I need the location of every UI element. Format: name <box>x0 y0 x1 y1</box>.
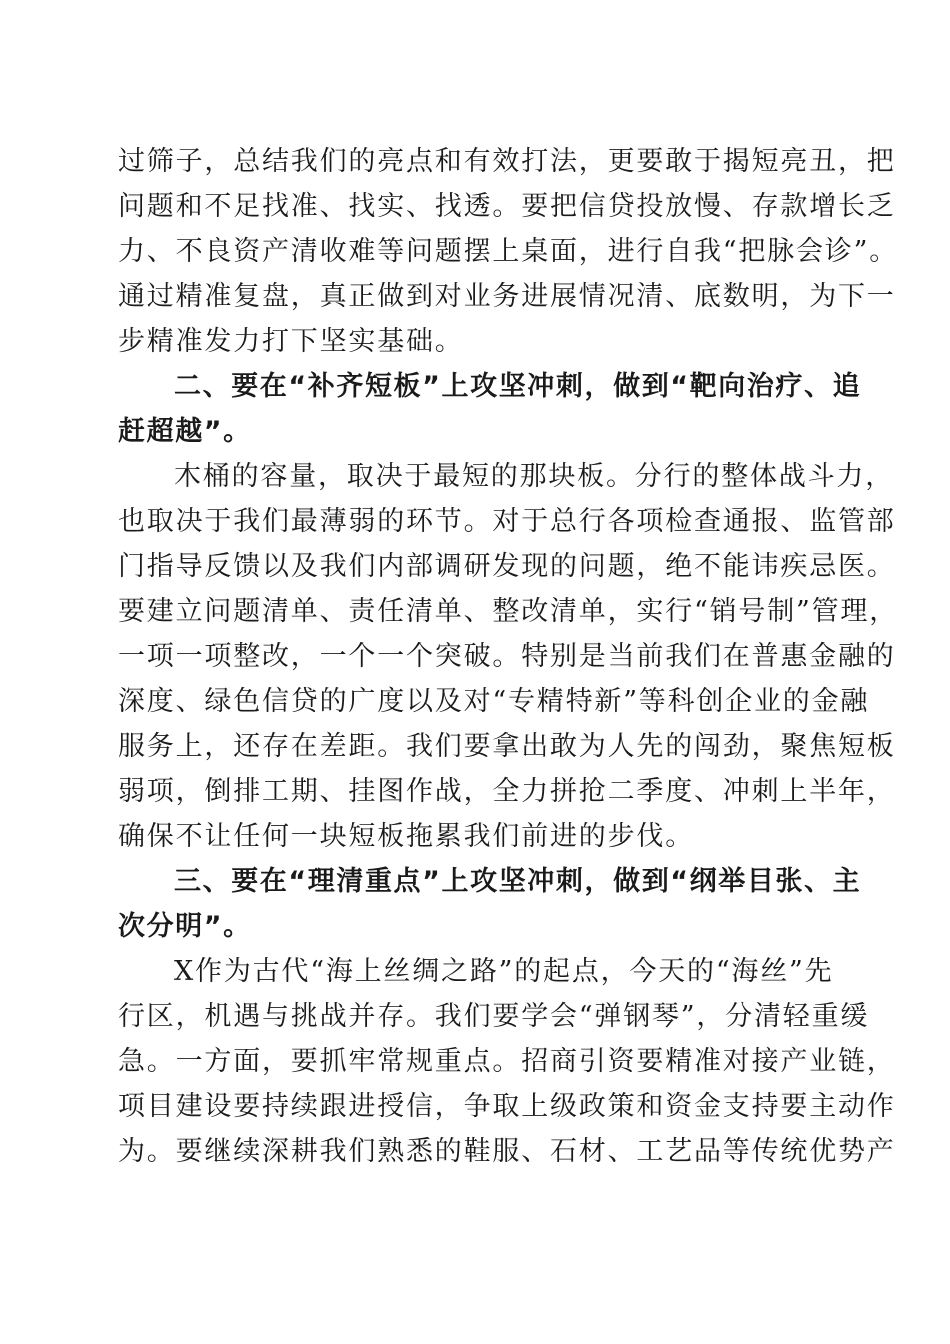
text-line: 力、不良资产清收难等问题摆上桌面，进行自我“把脉会诊”。 <box>118 236 899 267</box>
text-line: 也取决于我们最薄弱的环节。对于总行各项检查通报、监管部 <box>118 506 896 537</box>
heading-line: 赶超越”。 <box>118 416 252 447</box>
text-line: 为。要继续深耕我们熟悉的鞋服、石材、工艺品等传统优势产 <box>118 1136 896 1167</box>
heading-line: 次分明”。 <box>118 911 252 942</box>
text-line: 深度、绿色信贷的广度以及对“专精特新”等科创企业的金融 <box>118 686 870 717</box>
text-line: 一项一项整改，一个一个突破。特别是当前我们在普惠金融的 <box>118 641 896 672</box>
text-line: 通过精准复盘，真正做到对业务进展情况清、底数明，为下一 <box>118 281 896 312</box>
heading-line: 三、要在“理清重点”上攻坚冲刺，做到“纲举目张、主 <box>174 866 862 897</box>
text-line: 项目建设要持续跟进授信，争取上级政策和资金支持要主动作 <box>118 1091 896 1122</box>
text-line: 过筛子，总结我们的亮点和有效打法，更要敢于揭短亮丑，把 <box>118 146 896 177</box>
text-line: 木桶的容量，取决于最短的那块板。分行的整体战斗力， <box>174 461 894 492</box>
section-heading-3 <box>118 859 862 949</box>
section-heading-2 <box>118 364 862 454</box>
text-line: 确保不让任何一块短板拖累我们前进的步伐。 <box>118 821 694 852</box>
paragraph-key-priorities <box>118 949 896 1174</box>
text-line: 弱项，倒排工期、挂图作战，全力拼抢二季度、冲刺上半年， <box>118 776 896 807</box>
text-line: 要建立问题清单、责任清单、整改清单，实行“销号制”管理， <box>118 596 899 627</box>
text-line: 急。一方面，要抓牢常规重点。招商引资要精准对接产业链， <box>118 1046 896 1077</box>
paragraph-review-summary <box>118 139 899 364</box>
heading-line: 二、要在“补齐短板”上攻坚冲刺，做到“靶向治疗、追 <box>174 371 862 402</box>
text-line: 服务上，还存在差距。我们要拿出敢为人先的闯劲，聚焦短板 <box>118 731 896 762</box>
text-line: 问题和不足找准、找实、找透。要把信贷投放慢、存款增长乏 <box>118 191 896 222</box>
document-body <box>118 139 899 1174</box>
text-line: 门指导反馈以及我们内部调研发现的问题，绝不能讳疾忌医。 <box>118 551 896 582</box>
text-line: X作为古代“海上丝绸之路”的起点，今天的“海丝”先 <box>174 956 834 987</box>
text-line: 步精准发力打下坚实基础。 <box>118 326 464 357</box>
paragraph-shortboard <box>118 454 899 859</box>
text-line: 行区，机遇与挑战并存。我们要学会“弹钢琴”，分清轻重缓 <box>118 1001 870 1032</box>
